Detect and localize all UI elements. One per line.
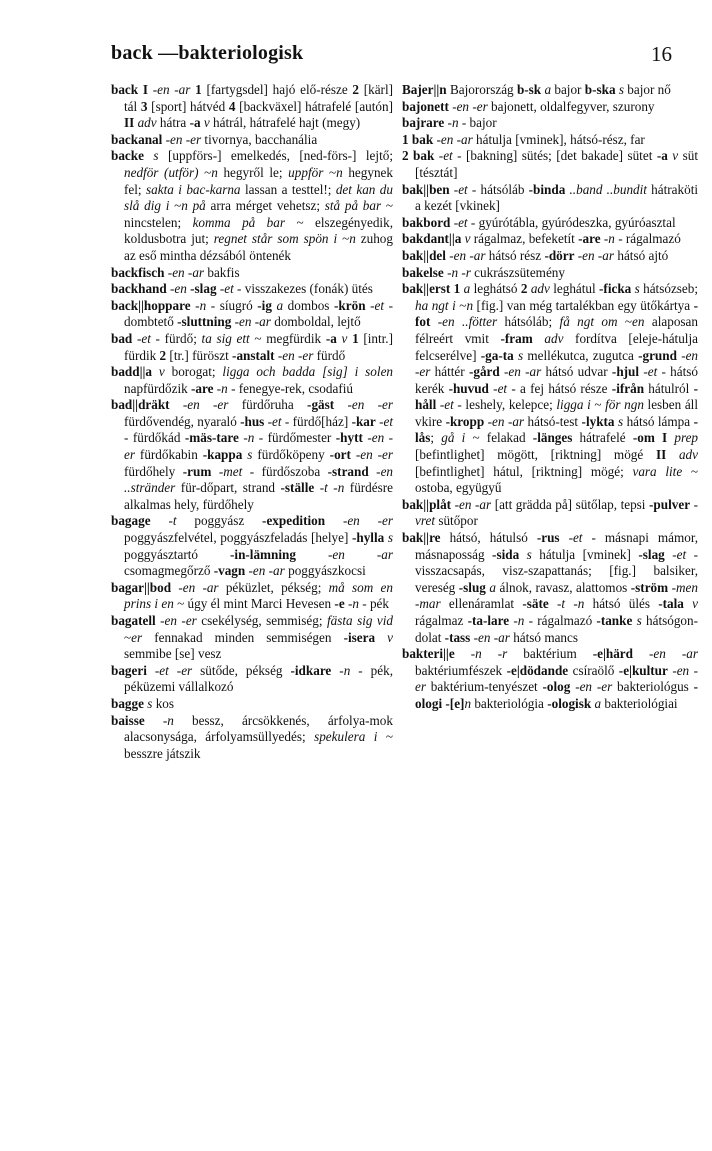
left-column xyxy=(111,82,393,762)
dictionary-entry: bad -et - fürdő; ta sig ett ~ megfürdik -a v 1 [intr.] fürdik 2 [tr.] füröszt -anstalt -en -er fürdő xyxy=(111,330,393,363)
right-column xyxy=(402,82,698,713)
page-number: 16 xyxy=(651,42,672,66)
dictionary-entry: back I -en -ar 1 [fartygsdel] hajó elő-része 2 [kärl] tál 3 [sport] hátvéd 4 [backväxel] hátrafelé [autón] II adv hátra -a v hátrál, hátrafelé hajt (megy) xyxy=(111,82,394,131)
dictionary-entry: bak||ben -et - hátsóláb -binda ..band ..bundit hátraköti a kezét [vkinek] xyxy=(402,181,699,214)
dictionary-entry: backfisch -en -ar bakfis xyxy=(111,264,240,280)
dictionary-entry: backhand -en -slag -et - visszakezes (fonák) ütés xyxy=(111,281,373,297)
dictionary-entry: bageri -et -er sütőde, pékség -idkare -n - pék, péküzemi vállalkozó xyxy=(111,662,394,695)
dictionary-entry: bagage -t poggyász -expedition -en -er poggyászfelvétel, poggyászfeladás [helye] -hylla s poggyásztartó -in-lämning -en -ar csomagmegőrző -vagn -en -ar poggyászkocsi xyxy=(111,513,394,579)
dictionary-entry: bad||dräkt -en -er fürdőruha -gäst -en -er fürdővendég, nyaraló -hus -et - fürdő[ház] -kar -et - fürdőkád -mäs-tare -n - fürdőmester -hytt -en -er fürdőkabin -kappa s fürdőköpeny -ort -en -er fürdőhely -rum -met - fürdőszoba -strand -en ..stränder für-dőpart, strand -ställe -t -n fürdésre alkalmas hely, fürdőhely xyxy=(111,397,394,512)
dictionary-entry: bak||del -en -ar hátsó rész -dörr -en -ar hátsó ajtó xyxy=(402,247,669,263)
dictionary-entry: Bajer||n Bajorország b-sk a bajor b-ska s bajor nő xyxy=(402,82,671,97)
dictionary-entry: bagatell -en -er csekélység, semmiség; fästa sig vid ~er fennakad minden semmiségen -isera v semmibe [se] vesz xyxy=(111,613,394,662)
dictionary-entry: back||hoppare -n - síugró -ig a dombos -krön -et - dombtető -sluttning -en -ar domboldal, lejtő xyxy=(111,297,393,330)
dictionary-entry: bak||plåt -en -ar [att grädda på] sütőlap, tepsi -pulver -vret sütőpor xyxy=(402,496,699,529)
dictionary-entry: bagar||bod -en -ar péküzlet, pékség; må som en prins i en ~ úgy él mint Marci Hevesen -e -n - pék xyxy=(111,579,393,612)
dictionary-entry: backanal -en -er tivornya, bacchanália xyxy=(111,131,318,147)
dictionary-entry: bakbord -et - gyúrótábla, gyúródeszka, gyúróasztal xyxy=(402,214,676,230)
dictionary-entry: bak||erst 1 a leghátsó 2 adv leghátul -ficka s hátsózseb; ha ngt i ~n [fig.] van még tartalékban egy ütőkártya -fot -en ..fötter hátsóláb; få ngt om ~en alaposan félreért vmit -fram adv fordítva [eleje-hátulja felcserélve] -ga-ta s mellékutca, zugutca -grund -en -er háttér -gård -en -ar hátsó udvar -hjul -et - hátsó kerék -huvud -et - a fej hátsó része -ifrån hátulról -håll -et - leshely, kelepce; ligga i ~ för ngn lesben áll vkire -kropp -en -ar hátsó-test -lykta s hátsó lámpa -lås; gå i ~ felakad -länges hátrafelé -om I prep [befintlighet] mögött, [riktning] mögé II adv [befintlighet] hátul, [riktning] mögé; vara lite ~ ostoba, együgyű xyxy=(402,281,699,496)
dictionary-entry: baisse -n bessz, árcsökkenés, árfolya-mok alacsonysága, árfolyamsüllyedés; spekulera i ~ besszre játszik xyxy=(111,712,393,761)
running-head: back —bakteriologisk xyxy=(111,42,304,64)
dictionary-entry: 2 bak -et - [bakning] sütés; [det bakade] sütet -a v süt [tésztát] xyxy=(402,148,699,180)
dictionary-entry: bagge s kos xyxy=(111,695,175,711)
dictionary-entry: bakelse -n -r cukrászsütemény xyxy=(402,264,565,280)
dictionary-entry: bajonett -en -er bajonett, oldalfegyver, szurony xyxy=(402,98,655,114)
dictionary-entry: bak||re hátsó, hátulsó -rus -et - másnapi mámor, másnaposság -sida s hátulja [vminek] -slag -et - visszacsapás, visz-szapattanás; [fig.] balsiker, vereség -slug a álnok, ravasz, alattomos -ström -men -mar ellenáramlat -säte -t -n hátsó ülés -tala v rágalmaz -ta-lare -n - rágalmazó -tanke s hátsógon-dolat -tass -en -ar hátsó mancs xyxy=(402,530,699,645)
dictionary-entry: bakdant||a v rágalmaz, befeketít -are -n - rágalmazó xyxy=(402,231,681,247)
dictionary-entry: 1 bak -en -ar hátulja [vminek], hátsó-rész, far xyxy=(402,131,645,147)
dictionary-entry: badd||a v borogat; ligga och badda [sig] i solen napfürdőzik -are -n - fenegye-rek, csodafiú xyxy=(111,364,394,396)
dictionary-entry: backe s [uppförs-] emelkedés, [ned-förs-] lejtő; nedför (utför) ~n hegyről le; uppför ~n hegynek fel; sakta i bac-karna lassan a testtel!; det kan du slå dig i ~n på arra mérget vehetsz; stå på bar ~ nincstelen; komma på bar ~ elszegényedik, koldusbotra jut; regnet står som spön i ~n zuhog az eső mintha dézsából öntenék xyxy=(111,148,394,263)
dictionary-entry: bakteri||e -n -r baktérium -e|härd -en -ar baktériumfészek -e|dödande csíraölő -e|kultur -en -er baktérium-tenyészet -olog -en -er bakteriológus -ologi -[e]n bakteriológia -ologisk a bakteriológiai xyxy=(402,646,699,711)
dictionary-entry: bajrare -n - bajor xyxy=(402,115,497,131)
